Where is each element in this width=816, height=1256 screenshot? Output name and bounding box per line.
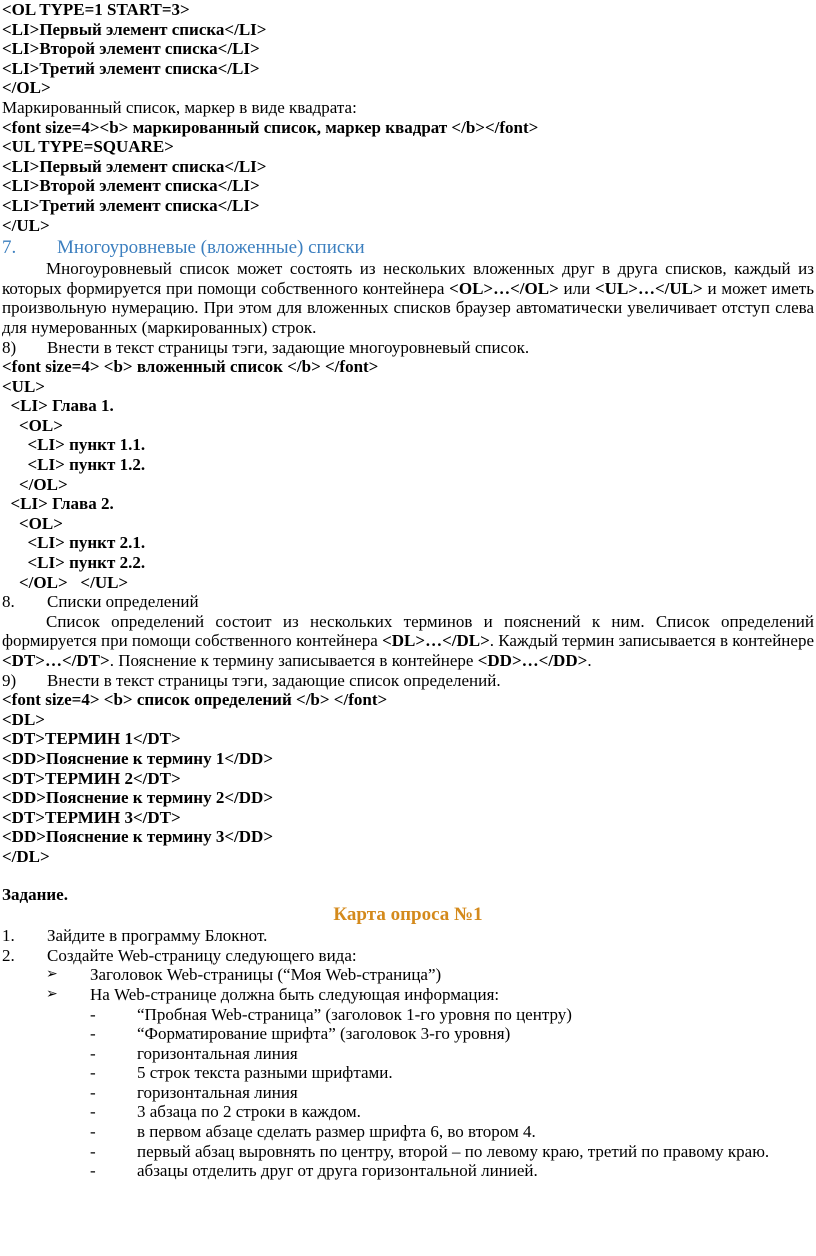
step-text: Внести в текст страницы тэги, задающие список определений. xyxy=(47,670,501,690)
dash-item-text: “Пробная Web-страница” (заголовок 1-го уровня по центру) xyxy=(137,1004,572,1024)
arrow-item xyxy=(46,965,814,985)
code-line: <font size=4><b> маркированный список, маркер квадрат </b></font> xyxy=(2,117,539,137)
code-block-square-list xyxy=(2,118,814,236)
code-line: <OL TYPE=1 START=3> xyxy=(2,0,190,19)
dash-item-marker: - xyxy=(90,1141,96,1161)
code-block-nested-list xyxy=(2,357,814,592)
code-line: <LI>Третий элемент списка</LI> xyxy=(2,195,260,215)
dash-item-marker: - xyxy=(90,1063,96,1083)
dash-item xyxy=(90,1083,814,1103)
code-line: <LI> пункт 1.1. xyxy=(2,435,146,455)
code-line: <LI>Второй элемент списка</LI> xyxy=(2,39,260,59)
code-line: <LI>Первый элемент списка</LI> xyxy=(2,19,267,39)
dash-item xyxy=(90,1044,814,1064)
code-line: <LI> пункт 1.2. xyxy=(2,455,146,475)
code-line: <DL> xyxy=(2,709,45,729)
task-label: Задание. xyxy=(2,884,68,904)
code-line: <DD>Пояснение к термину 3</DD> xyxy=(2,827,274,847)
code-line: <DT>ТЕРМИН 1</DT> xyxy=(2,729,181,749)
dash-item-text: “Форматирование шрифта” (заголовок 3-го уровня) xyxy=(137,1024,511,1044)
dash-item-text: горизонтальная линия xyxy=(137,1043,298,1063)
code-line: <LI>Третий элемент списка</LI> xyxy=(2,58,260,78)
dash-item-marker: - xyxy=(90,1024,96,1044)
section-heading-nested-lists xyxy=(2,237,814,259)
arrow-item xyxy=(46,985,814,1005)
nested-lists-paragraph: Многоуровневый список может состоять из нескольких вложенных друг в друга списков, каждый из которых формируется при помощи собственного контейнера <OL>…</OL> или <UL>…</UL> и может иметь произвольную нумерацию. При этом для вложенных списков браузер автоматически увеличивает отступ слева для нумерованных (маркированных) строк. xyxy=(2,259,814,337)
dash-item xyxy=(90,1024,814,1044)
task-item-text: Создайте Web-страницу следующего вида: xyxy=(47,945,357,965)
step-number: 8) xyxy=(2,337,17,357)
task-item-marker: 2. xyxy=(2,945,15,965)
dash-item-marker: - xyxy=(90,1122,96,1142)
dash-item xyxy=(90,1122,814,1142)
code-line: </OL> xyxy=(2,474,68,494)
task-item-text: Зайдите в программу Блокнот. xyxy=(47,926,268,946)
code-line: <LI>Первый элемент списка</LI> xyxy=(2,156,267,176)
dash-item-text: первый абзац выровнять по центру, второй – по левому краю, третий по правому краю. xyxy=(137,1141,770,1161)
code-line: <DD>Пояснение к термину 2</DD> xyxy=(2,788,274,808)
dash-item-marker: - xyxy=(90,1043,96,1063)
section-title: Списки определений xyxy=(47,592,199,612)
task-list xyxy=(2,926,814,965)
arrow-item-text: Заголовок Web-страницы (“Моя Web-страница”) xyxy=(90,965,442,985)
dash-item-text: 5 строк текста разными шрифтами. xyxy=(137,1063,393,1083)
section-number: 8. xyxy=(2,592,15,612)
code-line: <UL TYPE=SQUARE> xyxy=(2,137,174,157)
section-heading-definition-lists xyxy=(2,592,814,612)
arrow-list xyxy=(2,965,814,1004)
step-9 xyxy=(2,671,814,691)
code-line: <UL> xyxy=(2,376,45,396)
survey-title: Карта опроса №1 xyxy=(333,904,483,926)
step-text: Внести в текст страницы тэги, задающие многоуровневый список. xyxy=(47,337,530,357)
dash-item-text: 3 абзаца по 2 строки в каждом. xyxy=(137,1102,361,1122)
code-block-ordered-list xyxy=(2,0,814,98)
code-line: <OL> xyxy=(2,513,63,533)
arrow-item-marker: ➢ xyxy=(46,966,58,983)
dash-item-text: в первом абзаце сделать размер шрифта 6, во втором 4. xyxy=(137,1122,536,1142)
dash-item-marker: - xyxy=(90,1102,96,1122)
square-list-caption: Маркированный список, маркер в виде квадрата: xyxy=(2,97,357,117)
dash-item xyxy=(90,1161,814,1181)
arrow-item-marker: ➢ xyxy=(46,985,58,1002)
section-title: Многоуровневые (вложенные) списки xyxy=(57,237,365,259)
dash-item xyxy=(90,1005,814,1025)
dash-item-text: горизонтальная линия xyxy=(137,1082,298,1102)
task-item xyxy=(2,926,814,946)
code-line: </DL> xyxy=(2,846,50,866)
step-8 xyxy=(2,338,814,358)
step-number: 9) xyxy=(2,670,17,690)
section-number: 7. xyxy=(2,237,17,259)
code-line: <LI>Второй элемент списка</LI> xyxy=(2,176,260,196)
arrow-item-text: На Web-странице должна быть следующая информация: xyxy=(90,984,500,1004)
code-line: </OL> xyxy=(2,78,51,98)
code-line: <font size=4> <b> список определений </b> </font> xyxy=(2,690,388,710)
dash-item xyxy=(90,1102,814,1122)
code-line: <LI> пункт 2.1. xyxy=(2,533,146,553)
code-line: </OL> </UL> xyxy=(2,572,129,592)
code-line: <LI> Глава 1. xyxy=(2,396,114,416)
task-item-marker: 1. xyxy=(2,926,15,946)
code-line: <DT>ТЕРМИН 3</DT> xyxy=(2,807,181,827)
code-line: <OL> xyxy=(2,415,63,435)
dash-item-marker: - xyxy=(90,1161,96,1181)
task-item xyxy=(2,946,814,966)
code-line: <LI> пункт 2.2. xyxy=(2,553,146,573)
dash-item-marker: - xyxy=(90,1082,96,1102)
dash-item xyxy=(90,1063,814,1083)
definition-lists-paragraph: Список определений состоит из нескольких терминов и пояснений к ним. Список определений формируется при помощи собственного контейнера <DL>…</DL>. Каждый термин записывается в контейнере <DT>…</DT>. Пояснение к термину записывается в контейнере <DD>…</DD>. xyxy=(2,611,814,670)
dash-list xyxy=(2,1005,814,1181)
code-line: <LI> Глава 2. xyxy=(2,494,114,514)
code-block-definition-list xyxy=(2,690,814,866)
code-line: <DD>Пояснение к термину 1</DD> xyxy=(2,748,274,768)
code-line: </UL> xyxy=(2,215,50,235)
dash-item-text: абзацы отделить друг от друга горизонтальной линией. xyxy=(137,1161,538,1181)
code-line: <font size=4> <b> вложенный список </b> </font> xyxy=(2,357,379,377)
dash-item-marker: - xyxy=(90,1004,96,1024)
dash-item xyxy=(90,1142,814,1162)
code-line: <DT>ТЕРМИН 2</DT> xyxy=(2,768,181,788)
